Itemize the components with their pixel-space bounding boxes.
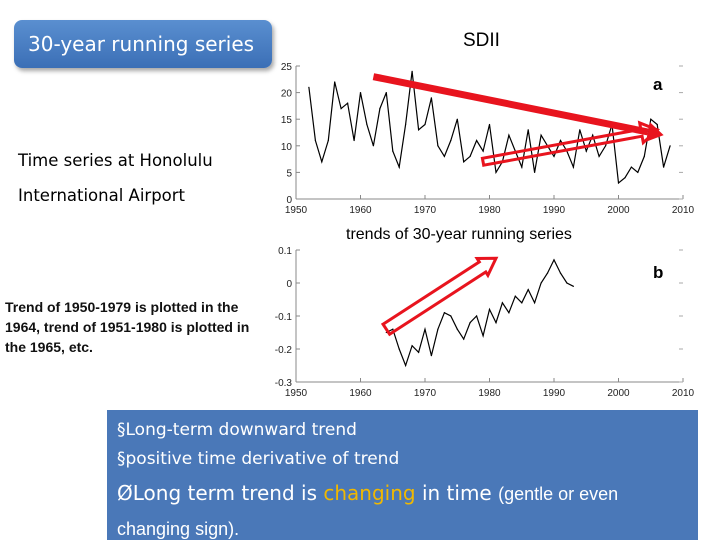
data-point [637, 172, 638, 173]
data-point [315, 140, 316, 141]
conclusion-arrow-glyph: Ø [117, 481, 133, 505]
data-point [373, 145, 374, 146]
data-point [457, 329, 458, 330]
data-point [470, 322, 471, 323]
panel-label: a [653, 75, 663, 94]
data-point [360, 92, 361, 93]
data-point [541, 135, 542, 136]
conclusion-part-3: (gentle or even changing sign). [117, 484, 619, 539]
data-point [489, 309, 490, 310]
data-point [553, 156, 554, 157]
data-point [321, 161, 322, 162]
conclusion-part-2: in time [415, 481, 499, 505]
data-point [412, 345, 413, 346]
data-point [483, 151, 484, 152]
y-tick-label: -0.3 [274, 378, 292, 389]
data-point [444, 312, 445, 313]
y-tick-label: 20 [280, 88, 292, 100]
x-tick-label: 1960 [349, 205, 372, 216]
x-tick-label: 1980 [478, 388, 501, 399]
data-point [476, 315, 477, 316]
conclusion [117, 476, 688, 546]
data-point [534, 172, 535, 173]
data-point [495, 322, 496, 323]
conclusion-part-1: Long term trend is [132, 481, 324, 505]
data-point [586, 151, 587, 152]
y-tick-label: 0.1 [278, 246, 292, 257]
data-point [553, 259, 554, 260]
data-point [508, 135, 509, 136]
data-point [573, 286, 574, 287]
data-point [508, 312, 509, 313]
data-point [534, 302, 535, 303]
data-point [502, 302, 503, 303]
data-point [560, 273, 561, 274]
data-point [560, 140, 561, 141]
x-tick-label: 2000 [607, 205, 630, 216]
data-point [521, 302, 522, 303]
y-tick-label: 25 [280, 62, 292, 73]
data-point [424, 124, 425, 125]
y-tick-label: 0 [286, 195, 292, 206]
data-point [495, 172, 496, 173]
data-point [457, 119, 458, 120]
data-point [489, 124, 490, 125]
data-point [515, 296, 516, 297]
data-point [347, 103, 348, 104]
conclusion-highlight: changing [323, 481, 416, 505]
data-point [657, 124, 658, 125]
x-tick-label: 2010 [671, 205, 695, 216]
y-tick-label: 15 [280, 115, 292, 127]
x-tick-label: 1980 [478, 205, 501, 216]
data-point [399, 167, 400, 168]
data-point [599, 156, 600, 157]
data-point [644, 156, 645, 157]
data-point [431, 355, 432, 356]
data-point [392, 151, 393, 152]
data-point [431, 97, 432, 98]
slide-title: 30-year running series [14, 20, 272, 68]
data-point [618, 182, 619, 183]
data-point [392, 329, 393, 330]
data-point [624, 177, 625, 178]
x-tick-label: 1970 [413, 205, 437, 216]
y-tick-label: -0.1 [274, 312, 292, 323]
x-tick-label: 1960 [349, 388, 372, 399]
data-point [341, 108, 342, 109]
data-point [463, 161, 464, 162]
data-point [399, 348, 400, 349]
data-point [663, 167, 664, 168]
data-point [528, 289, 529, 290]
x-tick-label: 1990 [542, 388, 566, 399]
x-tick-label: 1950 [284, 388, 308, 399]
x-tick-label: 1990 [542, 205, 566, 216]
data-point [528, 129, 529, 130]
data-point [405, 365, 406, 366]
caption-line-2: International Airport [18, 186, 186, 205]
data-point [670, 145, 671, 146]
data-point [328, 140, 329, 141]
data-point [605, 145, 606, 146]
trends-label: trends of 30-year running series [346, 226, 572, 243]
data-point [308, 87, 309, 88]
data-point [450, 140, 451, 141]
data-point [483, 335, 484, 336]
data-point [592, 135, 593, 136]
summary-box [107, 410, 698, 540]
x-tick-label: 2000 [607, 388, 630, 399]
x-tick-label: 1950 [284, 205, 308, 216]
x-tick-label: 1970 [413, 388, 437, 399]
data-point [650, 119, 651, 120]
data-point [450, 315, 451, 316]
data-point [354, 140, 355, 141]
bullet-1: §Long-term downward trend [117, 420, 357, 440]
bullet-2: §positive time derivative of trend [117, 449, 400, 469]
y-tick-label: 0 [286, 279, 292, 290]
trend-note: Trend of 1950-1979 is plotted in the 1964, trend of 1951-1980 is plotted in the 1965, etc. [5, 299, 250, 355]
data-point [547, 273, 548, 274]
data-point [631, 167, 632, 168]
y-tick-label: -0.2 [274, 345, 292, 356]
data-point [334, 81, 335, 82]
data-point [470, 156, 471, 157]
data-point [573, 167, 574, 168]
data-point [424, 329, 425, 330]
data-point [463, 339, 464, 340]
sdii-label: SDII [463, 30, 500, 51]
panel-label: b [653, 263, 664, 282]
data-point [366, 124, 367, 125]
data-point [437, 145, 438, 146]
data-point [566, 282, 567, 283]
data-point [444, 156, 445, 157]
y-tick-label: 5 [286, 168, 292, 180]
data-point [418, 352, 419, 353]
caption-line-1: Time series at Honolulu [18, 151, 213, 170]
data-point [541, 282, 542, 283]
data-point [379, 108, 380, 109]
data-point [386, 92, 387, 93]
y-tick-label: 10 [280, 141, 292, 153]
x-tick-label: 2010 [671, 388, 695, 399]
data-point [521, 167, 522, 168]
data-point [412, 71, 413, 72]
trend-arrow-shaft [373, 77, 648, 132]
data-point [418, 129, 419, 130]
data-point [579, 129, 580, 130]
data-point [476, 140, 477, 141]
data-point [405, 124, 406, 125]
data-point [437, 329, 438, 330]
